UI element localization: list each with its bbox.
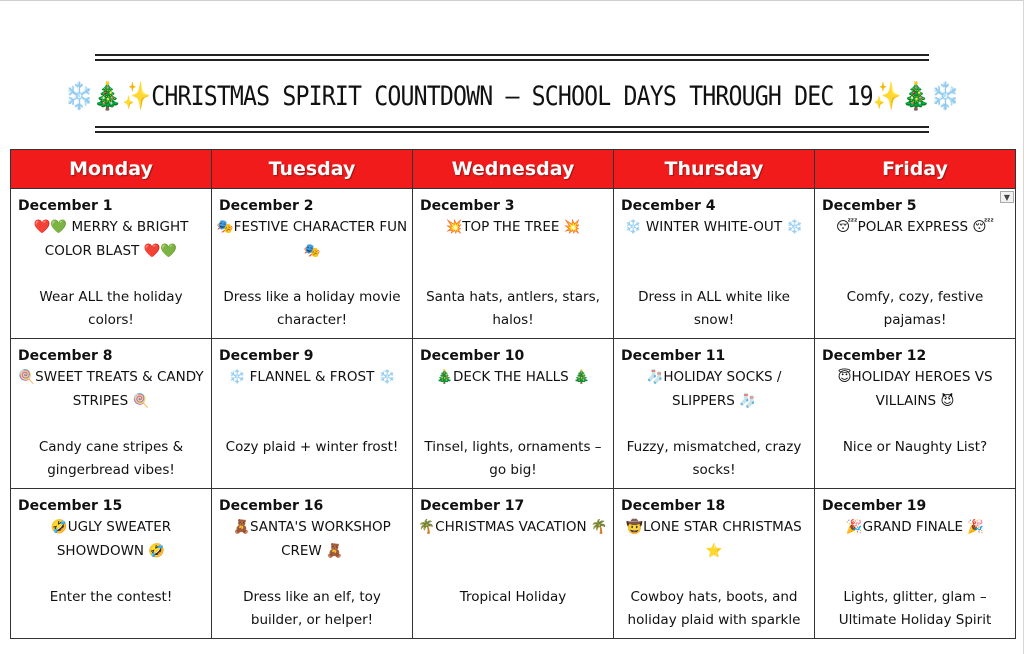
cell-date: December 1	[18, 198, 113, 214]
calendar-cell[interactable]	[815, 489, 1016, 639]
week-row	[11, 489, 1016, 639]
calendar-cell[interactable]	[212, 189, 413, 339]
calendar-cell[interactable]	[11, 189, 212, 339]
cell-date: December 11	[621, 348, 726, 364]
day-header-tuesday: Tuesday	[212, 150, 413, 189]
cell-date: December 18	[621, 498, 726, 514]
title-double-rule-bottom	[95, 126, 929, 133]
cell-date: December 19	[822, 498, 927, 514]
cell-theme: 😇HOLIDAY HEROES VS VILLAINS 😈	[837, 369, 993, 409]
cell-theme: 😴POLAR EXPRESS 😴	[835, 219, 995, 235]
chevron-down-icon[interactable]: ▼	[1000, 191, 1014, 203]
calendar-cell[interactable]	[614, 189, 815, 339]
title-right-emoji: ✨🎄❄️	[872, 81, 960, 112]
cell-theme: 🤠LONE STAR CHRISTMAS ⭐	[626, 519, 802, 559]
week-row	[11, 339, 1016, 489]
cell-date: December 16	[219, 498, 324, 514]
day-header-friday: Friday	[815, 150, 1016, 189]
cell-date: December 17	[420, 498, 525, 514]
cell-theme: 🧦HOLIDAY SOCKS / SLIPPERS 🧦	[646, 369, 782, 409]
week-row	[11, 189, 1016, 339]
calendar-table	[10, 149, 1016, 639]
cell-description: Dress like a holiday movie character!	[223, 289, 401, 328]
cell-date: December 12	[822, 348, 927, 364]
calendar-cell[interactable]	[815, 339, 1016, 489]
cell-description: Santa hats, antlers, stars, halos!	[426, 289, 600, 328]
cell-theme: 💥TOP THE TREE 💥	[445, 219, 581, 235]
cell-description: Fuzzy, mismatched, crazy socks!	[626, 439, 802, 478]
cell-date: December 2	[219, 198, 314, 214]
calendar-header-row	[11, 150, 1016, 189]
calendar-cell[interactable]	[212, 489, 413, 639]
cell-description: Tropical Holiday	[459, 589, 567, 605]
title-text: CHRISTMAS SPIRIT COUNTDOWN – SCHOOL DAYS THROUGH DEC 19	[151, 80, 873, 112]
cell-description: Tinsel, lights, ornaments – go big!	[424, 439, 602, 478]
cell-description: Dress in ALL white like snow!	[638, 289, 790, 328]
title-double-rule-top	[95, 54, 929, 61]
cell-theme: 🧸SANTA'S WORKSHOP CREW 🧸	[233, 519, 391, 559]
cell-description: Cowboy hats, boots, and holiday plaid with sparkle	[627, 589, 801, 628]
cell-description: Candy cane stripes & gingerbread vibes!	[38, 439, 184, 478]
cell-description: Dress like an elf, toy builder, or helper!	[243, 589, 381, 628]
cell-theme: ❄️ FLANNEL & FROST ❄️	[228, 369, 396, 385]
cell-theme: 🎉GRAND FINALE 🎉	[845, 519, 985, 535]
cell-date: December 8	[18, 348, 113, 364]
day-header-monday: Monday	[11, 150, 212, 189]
cell-date: December 15	[18, 498, 123, 514]
cell-description: Cozy plaid + winter frost!	[225, 439, 399, 455]
page-top-border	[0, 0, 1024, 1]
cell-theme: 🤣UGLY SWEATER SHOWDOWN 🤣	[50, 519, 172, 559]
title-left-emoji: ❄️🎄✨	[64, 81, 152, 112]
cell-description: Comfy, cozy, festive pajamas!	[846, 289, 984, 328]
cell-theme: 🎄DECK THE HALLS 🎄	[436, 369, 590, 385]
cell-theme: 🍭SWEET TREATS & CANDY STRIPES 🍭	[18, 369, 204, 409]
calendar-cell[interactable]	[413, 189, 614, 339]
calendar-cell[interactable]	[413, 339, 614, 489]
cell-theme: ❤️💚 MERRY & BRIGHT COLOR BLAST ❤️💚	[33, 219, 189, 259]
cell-theme: ❄️ WINTER WHITE-OUT ❄️	[624, 219, 804, 235]
calendar-cell[interactable]	[212, 339, 413, 489]
calendar-cell[interactable]	[11, 339, 212, 489]
cell-date: December 3	[420, 198, 515, 214]
page-title	[64, 68, 960, 124]
calendar-cell[interactable]	[815, 189, 1016, 339]
cell-theme: 🌴CHRISTMAS VACATION 🌴	[418, 519, 608, 535]
day-header-wednesday: Wednesday	[413, 150, 614, 189]
cell-date: December 10	[420, 348, 525, 364]
cell-description: Nice or Naughty List?	[842, 439, 988, 455]
calendar-cell[interactable]	[413, 489, 614, 639]
cell-date: December 5	[822, 198, 917, 214]
calendar-cell[interactable]	[11, 489, 212, 639]
calendar-cell[interactable]	[614, 489, 815, 639]
title-banner	[64, 54, 960, 134]
calendar-cell[interactable]	[614, 339, 815, 489]
cell-description: Wear ALL the holiday colors!	[39, 289, 183, 328]
cell-date: December 9	[219, 348, 314, 364]
cell-date: December 4	[621, 198, 716, 214]
day-header-thursday: Thursday	[614, 150, 815, 189]
cell-description: Lights, glitter, glam – Ultimate Holiday Spirit	[838, 589, 992, 628]
cell-description: Enter the contest!	[49, 589, 173, 605]
cell-theme: 🎭FESTIVE CHARACTER FUN🎭	[216, 219, 408, 259]
